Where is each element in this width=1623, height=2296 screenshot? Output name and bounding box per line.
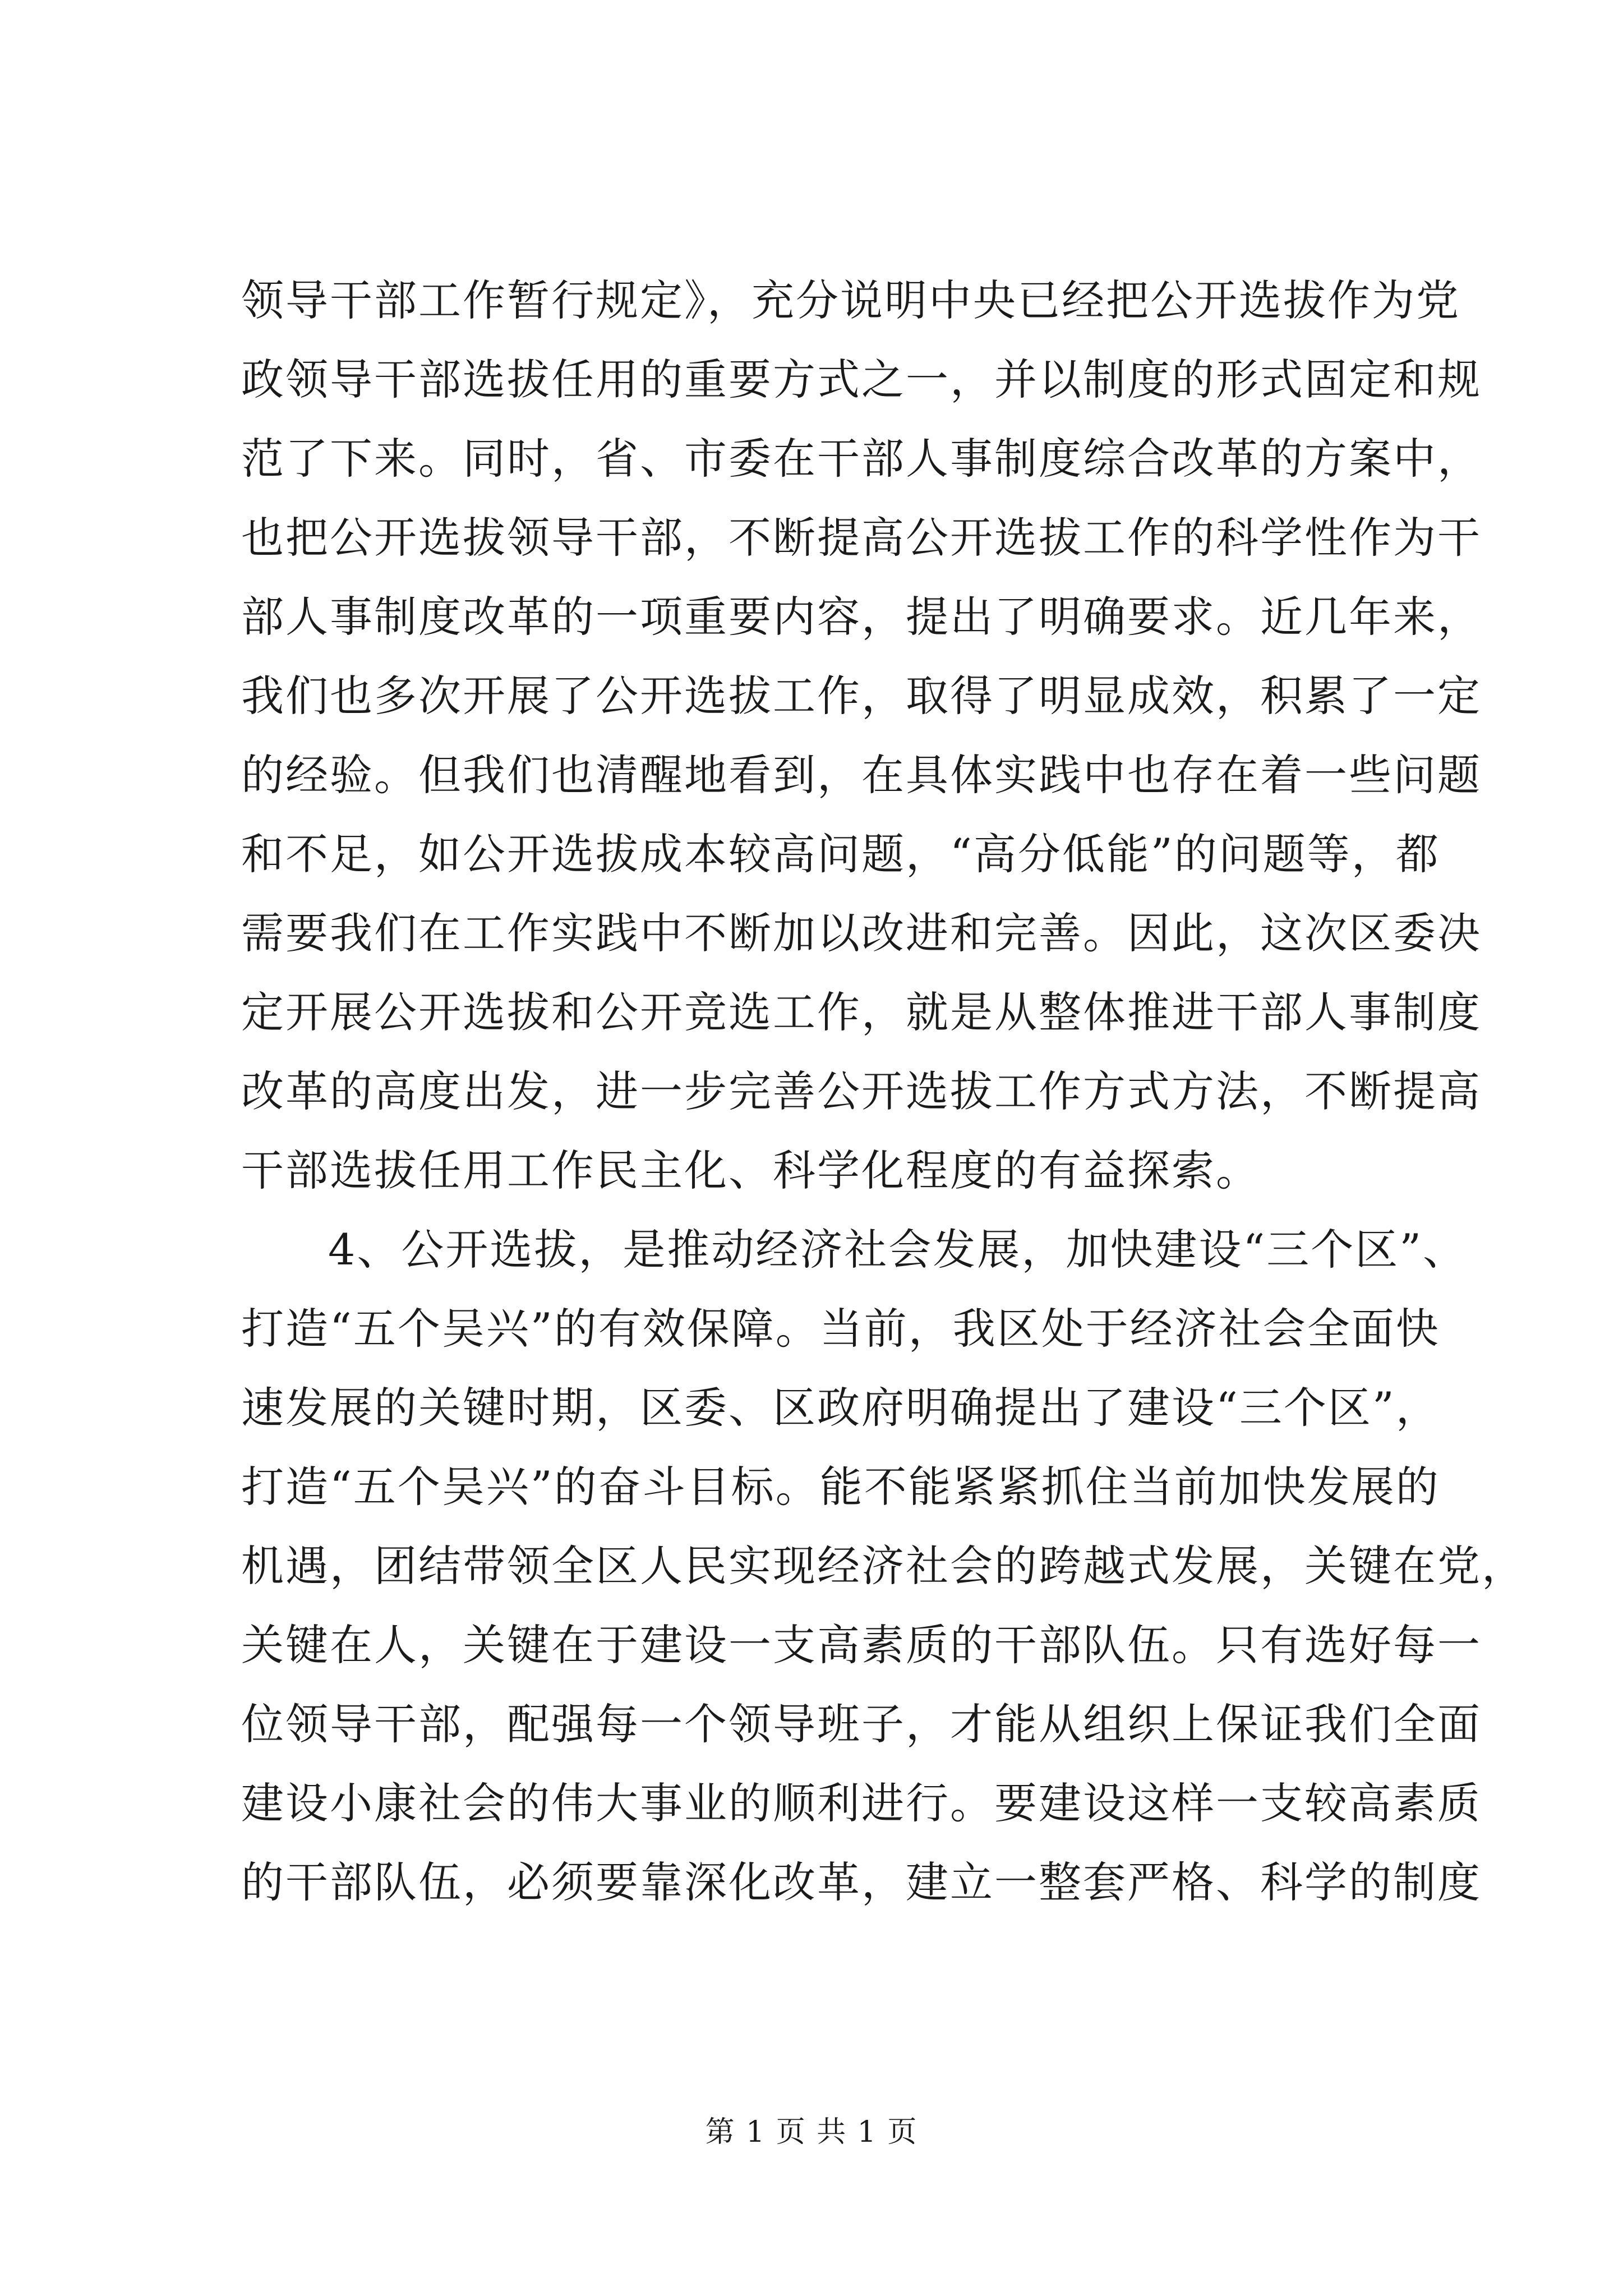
- paragraph-start-line: 4、公开选拔，是推动经济社会发展，加快建设“三个区”、: [328, 1225, 1468, 1274]
- text-line: 部人事制度改革的一项重要内容，提出了明确要求。近几年来，: [241, 592, 1482, 642]
- text-line: 领导干部工作暂行规定》，充分说明中央已经把公开选拔作为党: [241, 275, 1460, 325]
- text-line: 机遇，团结带领全区人民实现经济社会的跨越式发展，关键在党，: [241, 1541, 1526, 1591]
- text-line: 的干部队伍，必须要靠深化改革，建立一整套严格、科学的制度: [241, 1857, 1482, 1907]
- text-line: 干部选拔任用工作民主化、科学化程度的有益探索。: [241, 1145, 1260, 1195]
- text-line: 建设小康社会的伟大事业的顺利进行。要建设这样一支较高素质: [241, 1778, 1482, 1828]
- text-line: 需要我们在工作实践中不断加以改进和完善。因此，这次区委决: [241, 908, 1482, 958]
- text-line: 改革的高度出发，进一步完善公开选拔工作方式方法，不断提高: [241, 1066, 1482, 1116]
- text-line: 定开展公开选拔和公开竞选工作，就是从整体推进干部人事制度: [241, 987, 1482, 1037]
- text-line: 位领导干部，配强每一个领导班子，才能从组织上保证我们全面: [241, 1699, 1482, 1749]
- page-number-footer: 第 1 页 共 1 页: [705, 2115, 918, 2149]
- text-line: 和不足，如公开选拔成本较高问题，“高分低能”的问题等，都: [241, 829, 1440, 879]
- text-line: 我们也多次开展了公开选拔工作，取得了明显成效，积累了一定: [241, 671, 1482, 721]
- text-line: 关键在人，关键在于建设一支高素质的干部队伍。只有选好每一: [241, 1620, 1482, 1670]
- document-body: [241, 261, 1526, 1922]
- text-line: 范了下来。同时，省、市委在干部人事制度综合改革的方案中，: [241, 434, 1482, 484]
- text-line: 打造“五个吴兴”的奋斗目标。能不能紧紧抓住当前加快发展的: [241, 1462, 1440, 1512]
- text-line: 政领导干部选拔任用的重要方式之一，并以制度的形式固定和规: [241, 355, 1482, 404]
- text-line: 打造“五个吴兴”的有效保障。当前，我区处于经济社会全面快: [241, 1304, 1440, 1354]
- text-line: 速发展的关键时期，区委、区政府明确提出了建设“三个区”，: [241, 1383, 1440, 1433]
- text-line: 的经验。但我们也清醒地看到，在具体实践中也存在着一些问题: [241, 750, 1482, 800]
- text-line: 也把公开选拔领导干部，不断提高公开选拔工作的科学性作为干: [241, 513, 1482, 563]
